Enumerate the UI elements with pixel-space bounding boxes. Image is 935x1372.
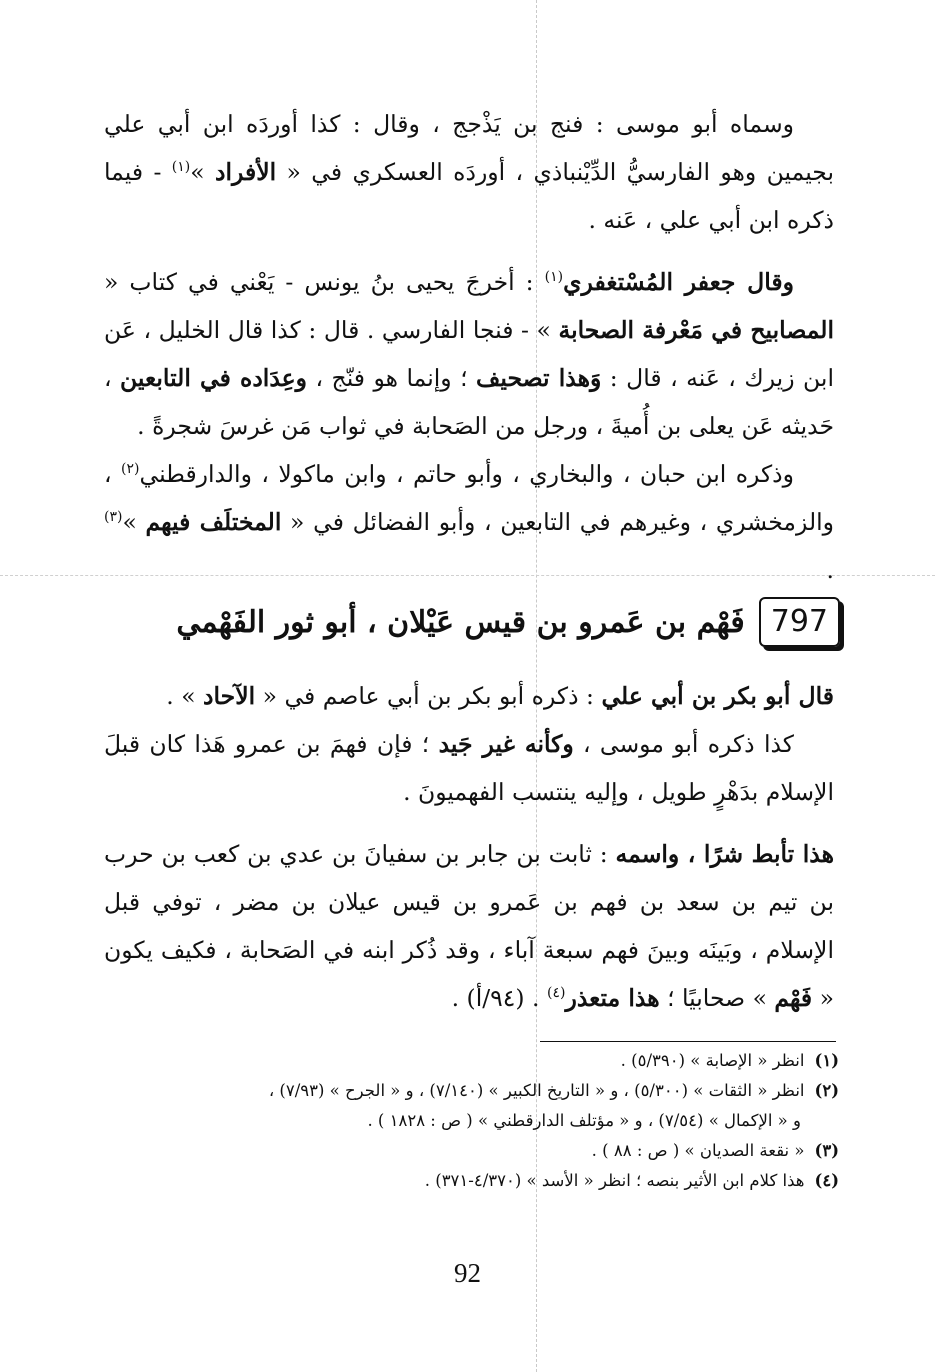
footnote-ref[interactable]: (١) bbox=[544, 269, 564, 286]
text: : أخرجَ يحيى بنُ يونس - يَعْني في كتاب bbox=[129, 268, 545, 296]
footnote-ref[interactable]: (٢) bbox=[121, 461, 140, 478]
book-title: الآحاد bbox=[203, 682, 256, 710]
footnote-ref[interactable]: (٣) bbox=[104, 509, 123, 526]
text: ، bbox=[104, 460, 122, 488]
emphasis: وكأنه غير جَيد bbox=[438, 730, 574, 758]
paragraph-4 bbox=[104, 672, 834, 720]
footnote-number: (٢) bbox=[814, 1081, 839, 1100]
narrator-name: وقال جعفر المُسْتغفري bbox=[563, 268, 794, 296]
text: » صحابيًا ؛ bbox=[659, 984, 775, 1012]
paragraph-5 bbox=[104, 720, 834, 816]
text: - فيما bbox=[104, 158, 172, 186]
emphasis: وعِدَاده في التابعين bbox=[120, 364, 308, 392]
text: والزمخشري ، وغيرهم في التابعين ، وأبو الفضائل في « bbox=[281, 508, 834, 536]
text: » - فنجا الفارسي . قال : كذا قال الخليل ، عَن bbox=[104, 316, 559, 344]
text-line: حرب بن تيم بن سعد بن فهم بن عَمرو بن قيس عيلان بن مضر ، توفي قبل bbox=[104, 840, 834, 916]
text: . bbox=[826, 556, 834, 584]
paragraph-2 bbox=[104, 258, 834, 450]
footnote-ref[interactable]: (٤) bbox=[547, 985, 566, 1002]
text: يكون « bbox=[104, 936, 834, 1012]
footnote-text: انظر « الثقات » (٥/٣٠٠) ، و « التاريخ الكبير » (٧/١٤٠) ، و « الجرح » (٧/٩٣) ، bbox=[268, 1081, 805, 1100]
footnote-continuation bbox=[104, 1106, 839, 1136]
footnote bbox=[104, 1076, 839, 1106]
entry-title: فَهْم بن عَمرو بن قيس عَيْلان ، أبو ثور الفَهْمي bbox=[176, 604, 745, 640]
entry-number: 797 bbox=[759, 597, 840, 647]
footnote-number: (١) bbox=[814, 1051, 839, 1070]
body-upper bbox=[104, 100, 834, 594]
footnote-text: و « الإكمال » (٧/٥٤) ، و « مؤتلف الدارقطني » ( ص : ١٨٢٨ ) . bbox=[367, 1111, 801, 1130]
paragraph-1 bbox=[104, 100, 834, 244]
text: وذكره ابن حبان ، والبخاري ، وأبو حاتم ، وابن ماكولا ، والدارقطني bbox=[139, 460, 794, 488]
paragraph-6 bbox=[104, 830, 834, 1022]
text-line: الإسلام بدَهْرٍ طويل ، وإليه ينتسب الفهميونَ . bbox=[403, 778, 834, 806]
footnote-ref[interactable]: (١) bbox=[171, 159, 191, 176]
footnote-text: « نقعة الصديان » ( ص : ٨٨ ) . bbox=[591, 1141, 805, 1160]
text-line: حَديثه عَن يعلى بن أُميةَ ، ورجل من الصَحابة في ثواب مَن غرسَ شجرةً . bbox=[137, 412, 834, 440]
text: ؛ فإن فهمَ بن عمرو هَذا كان قبلَ bbox=[104, 730, 439, 758]
text: ، bbox=[104, 364, 121, 392]
text: » . bbox=[166, 682, 204, 710]
text-line: وسماه أبو موسى : فنج بن يَذْجج ، وقال : كذا أوردَه ابن أبي علي bbox=[104, 110, 794, 138]
body-lower bbox=[104, 672, 834, 1022]
footnote-number: (٤) bbox=[814, 1171, 839, 1190]
text-line: الإسلام ، وبَينَه وبينَ فهم سبعة آباء ، وقد ذُكر ابنه في الصَحابة ، فكيف bbox=[160, 936, 834, 964]
footnote-number: (٣) bbox=[814, 1141, 839, 1160]
footnote-divider bbox=[540, 1041, 836, 1042]
footnote bbox=[104, 1136, 839, 1166]
emphasis: هذا متعذر bbox=[565, 984, 660, 1012]
book-title: المختلَف فيهم bbox=[145, 508, 282, 536]
page-number: 92 bbox=[454, 1258, 481, 1288]
entry-heading bbox=[150, 592, 840, 652]
text-line: ذكره ابن أبي علي ، عَنه . bbox=[588, 206, 834, 234]
text: » bbox=[190, 158, 215, 186]
name: فَهْم bbox=[774, 984, 813, 1012]
text: ؛ وإنما هو فنّج ، bbox=[307, 364, 477, 392]
footnote-text: انظر « الإصابة » (٥/٣٩٠) . bbox=[620, 1051, 805, 1070]
book-title: الأفراد bbox=[215, 158, 277, 186]
text: : ثابت بن جابر بن سفيانَ بن عدي بن كعب بن bbox=[161, 840, 616, 868]
narrator-name: قال أبو بكر بن أبي علي bbox=[601, 682, 834, 710]
footnote-text: هذا كلام ابن الأثير بنصه ؛ انظر « الأسد » (٤/٣٧٠-٣٧١) . bbox=[424, 1171, 805, 1190]
footnote bbox=[104, 1046, 839, 1076]
paragraph-3 bbox=[104, 450, 834, 594]
text-line: بجيمين وهو الفارسيُّ الدِّيْنباذي ، أوردَه العسكري في « bbox=[276, 158, 834, 186]
book-title: المصابيح في مَعْرفة الصحابة bbox=[558, 316, 835, 344]
footnotes bbox=[104, 1046, 839, 1196]
footnote bbox=[104, 1166, 839, 1196]
text: « bbox=[104, 268, 119, 296]
text: : ذكره أبو بكر بن أبي عاصم في « bbox=[255, 682, 602, 710]
text: كذا ذكره أبو موسى ، bbox=[573, 730, 794, 758]
text: ابن زيرك ، عَنه ، قال : bbox=[601, 364, 834, 392]
text: » bbox=[122, 508, 146, 536]
text: . (٩٤/أ) . bbox=[451, 984, 547, 1012]
emphasis: وَهذا تصحيف bbox=[476, 364, 602, 392]
emphasis: هذا تأبط شرًا ، واسمه bbox=[615, 840, 834, 868]
